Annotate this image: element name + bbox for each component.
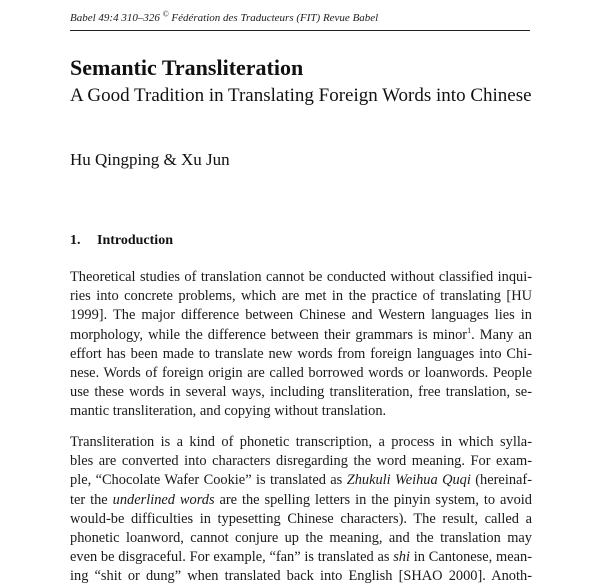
text-line — [70, 491, 532, 510]
header-rule — [70, 30, 530, 31]
text-line: ries into concrete problems, which are met in the practice of translating [HU — [70, 288, 532, 305]
paragraph-1 — [70, 268, 532, 422]
article-title: Semantic Transliteration — [70, 55, 304, 80]
footnote-marker: 1 — [467, 325, 472, 335]
text-segment: even be disgraceful. For example, “fan” is translated as — [70, 549, 394, 566]
text-line: mantic transliteration, and copying without translation. — [70, 403, 387, 420]
text-line: phonetic loanword, cannot conjure up the meaning, and the translation may — [70, 529, 532, 546]
text-line: nese. Words of foreign origin are called borrowed words or loanwords. People — [70, 364, 532, 381]
text-line: Transliteration is a kind of phonetic transcription, a process in which sylla- — [70, 434, 532, 450]
text-line: effort has been made to translate new words from foreign languages into Chi- — [70, 345, 532, 362]
text-line — [70, 471, 532, 490]
italic-term: Zhukuli Weihua Quqi — [346, 472, 471, 489]
section-title: Introduction — [97, 233, 173, 248]
text-segment: in Cantonese, mean- — [410, 549, 532, 566]
section-number: 1. — [70, 233, 81, 248]
text-line: use these words in several ways, including transliteration, free translation, se- — [70, 384, 532, 401]
italic-term: shi — [393, 549, 410, 566]
section-heading — [70, 233, 173, 249]
text-segment: morphology, while the difference between their grammars is minor — [70, 326, 468, 343]
running-head — [70, 9, 530, 24]
text-line: ing “shit or dung” when translated back into English [SHAO 2000]. Anoth- — [70, 568, 532, 585]
text-line — [70, 548, 532, 567]
text-line: Theoretical studies of translation cannot be conducted without classified inqui- — [70, 269, 532, 285]
journal-citation: Babel 49:4 310–326 — [70, 12, 160, 24]
text-line: bles are converted into characters disregarding the word meaning. For exam- — [70, 453, 532, 470]
text-segment: ter the — [70, 491, 113, 508]
article-subtitle: A Good Tradition in Translating Foreign Words into Chinese — [70, 85, 532, 106]
text-segment: are the spelling letters in the pinyin system, to avoid — [214, 491, 532, 508]
text-segment: (hereinaf- — [470, 472, 532, 489]
publisher-name: Fédération des Traducteurs (FIT) Revue Babel — [171, 12, 379, 24]
text-segment: ple, “Chocolate Wafer Cookie” is translated as — [70, 472, 347, 489]
italic-term: underlined words — [112, 491, 215, 508]
text-segment: . Many an — [471, 326, 533, 343]
copyright-symbol: © — [162, 9, 169, 19]
text-line: would-be difficulties in typesetting Chinese characters). The result, called a — [70, 510, 532, 527]
text-line: 1999]. The major difference between Chinese and Western languages lies in — [70, 307, 532, 324]
article-authors: Hu Qingping & Xu Jun — [70, 150, 230, 169]
text-line — [70, 326, 532, 345]
paragraph-2 — [70, 433, 532, 587]
